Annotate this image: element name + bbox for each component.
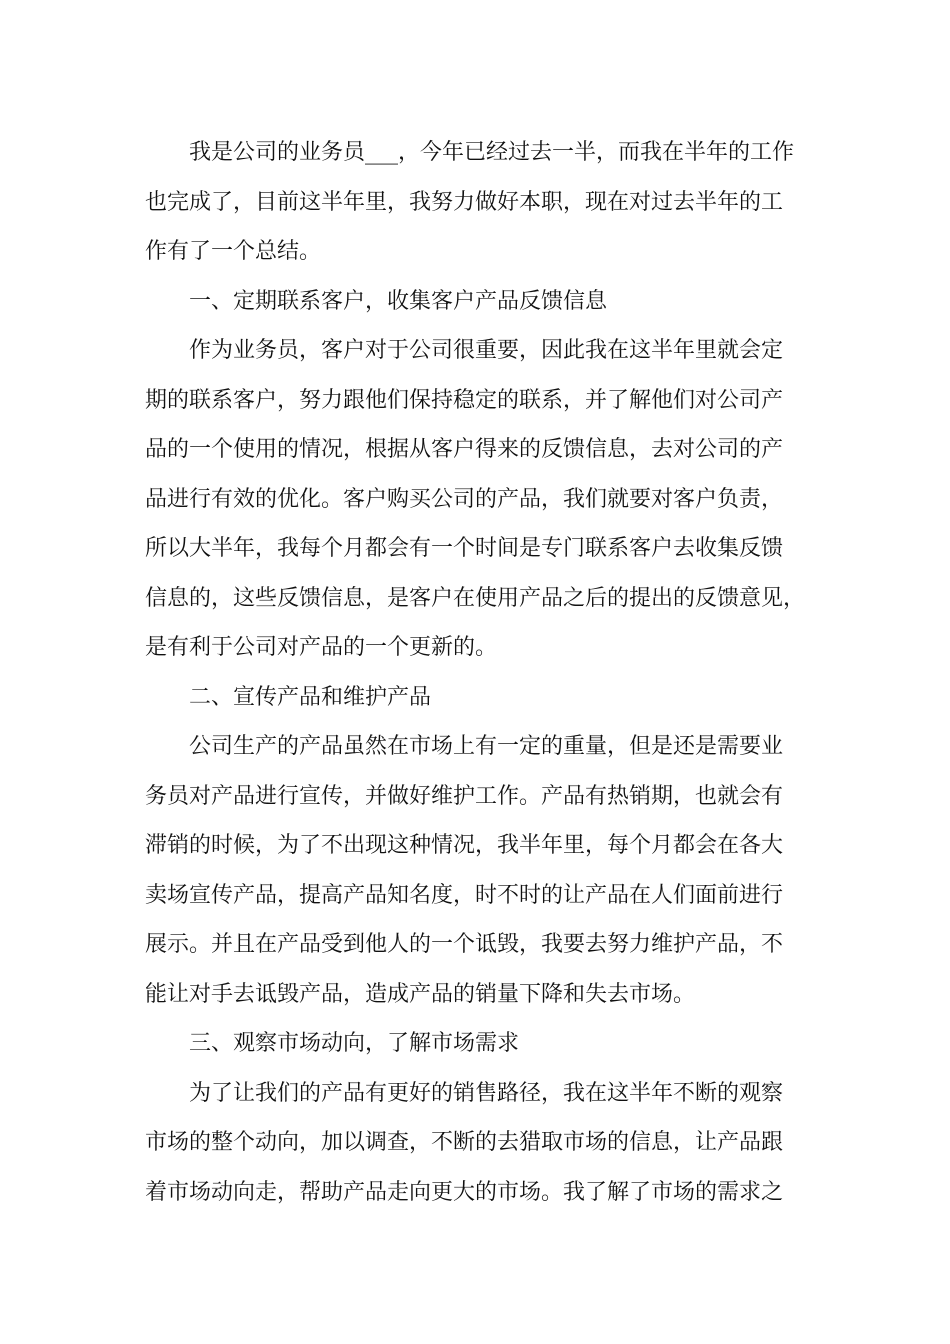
paragraph-line: 是有利于公司对产品的一个更新的。 <box>145 635 498 660</box>
paragraph-line: 信息的，这些反馈信息，是客户在使用产品之后的提出的反馈意见， <box>145 585 806 611</box>
paragraph-line: 能让对手去诋毁产品，造成产品的销量下降和失去市场。 <box>145 981 696 1007</box>
paragraph-line: 展示。并且在产品受到他人的一个诋毁，我要去努力维护产品，不 <box>145 932 784 957</box>
paragraph-line: 为了让我们的产品有更好的销售路径，我在这半年不断的观察 <box>189 1080 784 1106</box>
paragraph-line: 市场的整个动向，加以调查，不断的去猎取市场的信息，让产品跟 <box>145 1130 784 1155</box>
paragraph-line: 着市场动向走，帮助产品走向更大的市场。我了解了市场的需求之 <box>145 1179 784 1205</box>
paragraph-intro-line: 我是公司的业务员___，今年已经过去一半，而我在半年的工作 <box>189 140 795 165</box>
paragraph-line: 品的一个使用的情况，根据从客户得来的反馈信息，去对公司的产 <box>145 437 784 462</box>
paragraph-line: 所以大半年，我每个月都会有一个时间是专门联系客户去收集反馈 <box>145 536 784 561</box>
section-heading-1: 一、定期联系客户，收集客户产品反馈信息 <box>189 288 608 314</box>
paragraph-line: 滞销的时候，为了不出现这种情况，我半年里，每个月都会在各大 <box>145 833 784 858</box>
document-body <box>145 128 815 1217</box>
paragraph-intro-line: 也完成了，目前这半年里，我努力做好本职，现在对过去半年的工 <box>145 189 784 215</box>
section-heading-3: 三、观察市场动向，了解市场需求 <box>189 1031 520 1056</box>
paragraph-line: 作为业务员，客户对于公司很重要，因此我在这半年里就会定 <box>189 338 784 363</box>
paragraph-line: 务员对产品进行宣传，并做好维护工作。产品有热销期，也就会有 <box>145 783 784 809</box>
paragraph-line: 品进行有效的优化。客户购买公司的产品，我们就要对客户负责， <box>145 486 784 512</box>
paragraph-line: 公司生产的产品虽然在市场上有一定的重量，但是还是需要业 <box>189 734 784 759</box>
paragraph-line: 卖场宣传产品，提高产品知名度，时不时的让产品在人们面前进行 <box>145 882 784 908</box>
paragraph-intro-line: 作有了一个总结。 <box>145 239 322 264</box>
section-heading-2: 二、宣传产品和维护产品 <box>189 684 432 710</box>
paragraph-line: 期的联系客户，努力跟他们保持稳定的联系，并了解他们对公司产 <box>145 387 784 413</box>
